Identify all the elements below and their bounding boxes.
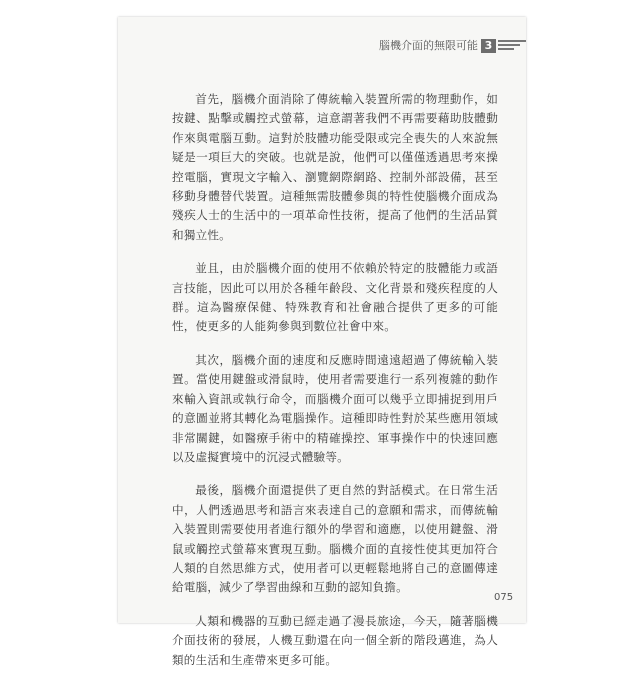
- paragraph: 其次，腦機介面的速度和反應時間遠遠超過了傳統輸入裝置。當使用鍵盤或滑鼠時，使用者需要進行一系列複雜的動作來輸入資訊或執行命令，而腦機介面可以幾乎立即捕捉到用戶的意圖並將其轉化為電腦操作。這種即時性對於某些應用領域非常關鍵，如醫療手術中的精確操控、軍事操作中的快速回應以及虛擬實境中的沉浸式體驗等。: [172, 352, 498, 464]
- body-text: [172, 90, 498, 684]
- paragraph: 首先，腦機介面消除了傳統輸入裝置所需的物理動作，如按鍵、點擊或觸控式螢幕，這意謂著我們不再需要藉助肢體動作來與電腦互動。這對於肢體功能受限或完全喪失的人來說無疑是一項巨大的突破。也就是說，他們可以僅僅透過思考來操控電腦，實現文字輸入、瀏覽網際網路、控制外部設備，甚至移動身體替代裝置。這種無需肢體參與的特性使腦機介面成為殘疾人士的生活中的一項革命性技術，提高了他們的生活品質和獨立性。: [172, 92, 498, 242]
- running-header-title: 腦機介面的無限可能: [379, 39, 478, 52]
- paragraph: 人類和機器的互動已經走過了漫長旅途，今天，隨著腦機介面技術的發展，人機互動還在向一個全新的階段邁進，為人類的生活和生產帶來更多可能。: [172, 613, 498, 667]
- page-number: 075: [494, 592, 514, 603]
- paragraph: 最後，腦機介面還提供了更自然的對話模式。在日常生活中，人們透過思考和語言來表達自己的意願和需求，而傳統輸入裝置則需要使用者進行額外的學習和適應，以使用鍵盤、滑鼠或觸控式螢幕來實現互動。腦機介面的直接性使其更加符合人類的自然思維方式，使用者可以更輕鬆地將自己的意圖傳達給電腦，減少了學習曲線和互動的認知負擔。: [172, 483, 498, 595]
- header-decoration-bars: [498, 40, 526, 52]
- chapter-number-badge: 3: [481, 39, 496, 53]
- running-header: [271, 38, 526, 54]
- paragraph: 並且，由於腦機介面的使用不依賴於特定的肢體能力或語言技能，因此可以用於各種年齡段、文化背景和殘疾程度的人群。這為醫療保健、特殊教育和社會融合提供了更多的可能性，使更多的人能夠參與到數位社會中來。: [172, 261, 498, 334]
